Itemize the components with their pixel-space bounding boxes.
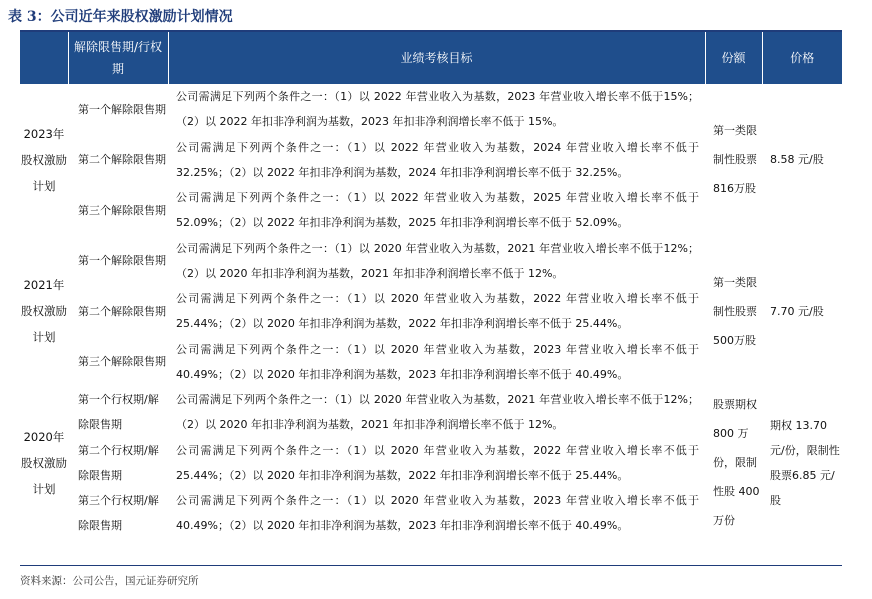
period-cell: 第三个行权期/解除限售期	[78, 494, 159, 533]
target-cell: 公司需满足下列两个条件之一：（1）以 2020 年营业收入为基数，2023 年营业收入增长率不低于40.49%；（2）以 2020 年扣非净利润为基数，2023 年扣非净利润增长率不低于 40.49%。	[176, 342, 699, 381]
table-row	[20, 236, 842, 287]
table-row	[20, 84, 842, 135]
target-cell: 公司需满足下列两个条件之一：（1）以 2022 年营业收入为基数，2023 年营业收入增长率不低于15%；（2）以 2022 年扣非净利润为基数，2023 年扣非净利润增长率不低于 15%。	[176, 90, 699, 129]
price-cell: 期权 13.70 元/份，限制性股票6.85 元/股	[770, 418, 840, 507]
period-cell: 第一个解除限售期	[78, 254, 166, 268]
plan-name: 2021年股权激励计划	[21, 278, 67, 345]
shares-cell: 股票期权 800 万份，限制性股 400 万份	[713, 398, 760, 528]
target-cell: 公司需满足下列两个条件之一：（1）以 2020 年营业收入为基数，2023 年营业收入增长率不低于40.49%；（2）以 2020 年扣非净利润为基数，2023 年扣非净利润增长率不低于 40.49%。	[176, 494, 699, 533]
plan-name: 2023年股权激励计划	[21, 126, 67, 193]
period-cell: 第三个解除限售期	[78, 203, 166, 217]
period-cell: 第一个行权期/解除限售期	[78, 393, 159, 432]
table-title: 表 3：公司近年来股权激励计划情况	[8, 9, 233, 25]
header-price: 价格	[762, 32, 842, 84]
source-note: 资料来源：公司公告，国元证券研究所	[20, 575, 199, 587]
target-cell: 公司需满足下列两个条件之一：（1）以 2022 年营业收入为基数，2024 年营业收入增长率不低于32.25%；（2）以 2022 年扣非净利润为基数，2024 年扣非净利润增长率不低于 32.25%。	[176, 140, 699, 179]
target-cell: 公司需满足下列两个条件之一：（1）以 2020 年营业收入为基数，2022 年营业收入增长率不低于25.44%；（2）以 2020 年扣非净利润为基数，2022 年扣非净利润增长率不低于 25.44%。	[176, 443, 699, 482]
shares-cell: 第一类限制性股票500万股	[713, 275, 757, 347]
period-cell: 第一个解除限售期	[78, 102, 166, 116]
header-plan	[20, 32, 68, 84]
target-cell: 公司需满足下列两个条件之一：（1）以 2020 年营业收入为基数，2022 年营业收入增长率不低于25.44%；（2）以 2020 年扣非净利润为基数，2022 年扣非净利润增长率不低于 25.44%。	[176, 292, 699, 331]
header-target: 业绩考核目标	[168, 32, 705, 84]
price-cell: 7.70 元/股	[770, 304, 824, 318]
shares-cell: 第一类限制性股票816万股	[713, 124, 757, 196]
incentive-plan-table	[20, 32, 842, 539]
period-cell: 第二个解除限售期	[78, 153, 166, 167]
target-cell: 公司需满足下列两个条件之一：（1）以 2020 年营业收入为基数，2021 年营业收入增长率不低于12%；（2）以 2020 年扣非净利润为基数，2021 年扣非净利润增长率不低于 12%。	[176, 241, 699, 280]
target-cell: 公司需满足下列两个条件之一：（1）以 2022 年营业收入为基数，2025 年营业收入增长率不低于52.09%；（2）以 2022 年扣非净利润为基数，2025 年扣非净利润增长率不低于 52.09%。	[176, 191, 699, 230]
period-cell: 第三个解除限售期	[78, 355, 166, 369]
period-cell: 第二个行权期/解除限售期	[78, 443, 159, 482]
bottom-rule	[20, 565, 842, 566]
header-period: 解除限售期/行权期	[68, 32, 168, 84]
period-cell: 第二个解除限售期	[78, 304, 166, 318]
header-shares: 份额	[705, 32, 762, 84]
target-cell: 公司需满足下列两个条件之一：（1）以 2020 年营业收入为基数，2021 年营业收入增长率不低于12%；（2）以 2020 年扣非净利润为基数，2021 年扣非净利润增长率不低于 12%。	[176, 393, 699, 432]
table-row	[20, 387, 842, 438]
price-cell: 8.58 元/股	[770, 153, 824, 167]
plan-name: 2020年股权激励计划	[21, 429, 67, 496]
table-header-row	[20, 32, 842, 84]
